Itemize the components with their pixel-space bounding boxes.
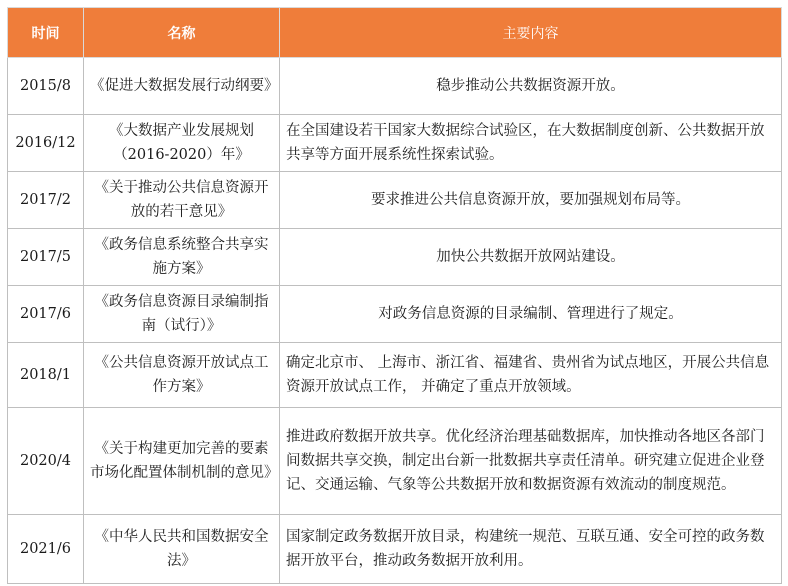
row-name: 《政务信息系统整合共享实施方案》 (84, 229, 280, 286)
row-content: 确定北京市、 上海市、浙江省、福建省、贵州省为试点地区，开展公共信息资源开放试点工作， 并确定了重点开放领域。 (280, 343, 782, 408)
policy-table (7, 7, 782, 584)
table-row (8, 172, 782, 229)
table-row (8, 343, 782, 408)
row-date: 2017/5 (8, 229, 84, 286)
row-content: 要求推进公共信息资源开放，要加强规划布局等。 (280, 172, 782, 229)
row-content: 稳步推动公共数据资源开放。 (280, 58, 782, 115)
row-date: 2018/1 (8, 343, 84, 408)
row-date: 2021/6 (8, 515, 84, 584)
header-row (8, 8, 782, 58)
row-content: 加快公共数据开放网站建设。 (280, 229, 782, 286)
row-name: 《公共信息资源开放试点工作方案》 (84, 343, 280, 408)
table-row (8, 515, 782, 584)
row-date: 2016/12 (8, 115, 84, 172)
table-row (8, 115, 782, 172)
row-content: 对政务信息资源的目录编制、管理进行了规定。 (280, 286, 782, 343)
table-row (8, 286, 782, 343)
row-name: 《关于构建更加完善的要素市场化配置体制机制的意见》 (84, 408, 280, 515)
header-date: 时间 (8, 8, 84, 58)
row-date: 2020/4 (8, 408, 84, 515)
table-row (8, 229, 782, 286)
row-content: 在全国建设若干国家大数据综合试验区，在大数据制度创新、公共数据开放共享等方面开展系统性探索试验。 (280, 115, 782, 172)
row-name: 《政务信息资源目录编制指南（试行）》 (84, 286, 280, 343)
row-date: 2017/6 (8, 286, 84, 343)
row-date: 2015/8 (8, 58, 84, 115)
header-content: 主要内容 (280, 8, 782, 58)
row-name: 《关于推动公共信息资源开放的若干意见》 (84, 172, 280, 229)
table-row (8, 408, 782, 515)
table-row (8, 58, 782, 115)
row-name: 《中华人民共和国数据安全法》 (84, 515, 280, 584)
row-content: 国家制定政务数据开放目录，构建统一规范、互联互通、安全可控的政务数据开放平台，推动政务数据开放利用。 (280, 515, 782, 584)
row-content: 推进政府数据开放共享。优化经济治理基础数据库，加快推动各地区各部门间数据共享交换，制定出台新一批数据共享责任清单。研究建立促进企业登记、交通运输、气象等公共数据开放和数据资源有效流动的制度规范。 (280, 408, 782, 515)
row-name: 《促进大数据发展行动纲要》 (84, 58, 280, 115)
row-date: 2017/2 (8, 172, 84, 229)
header-name: 名称 (84, 8, 280, 58)
row-name: 《大数据产业发展规划（2016-2020）年》 (84, 115, 280, 172)
